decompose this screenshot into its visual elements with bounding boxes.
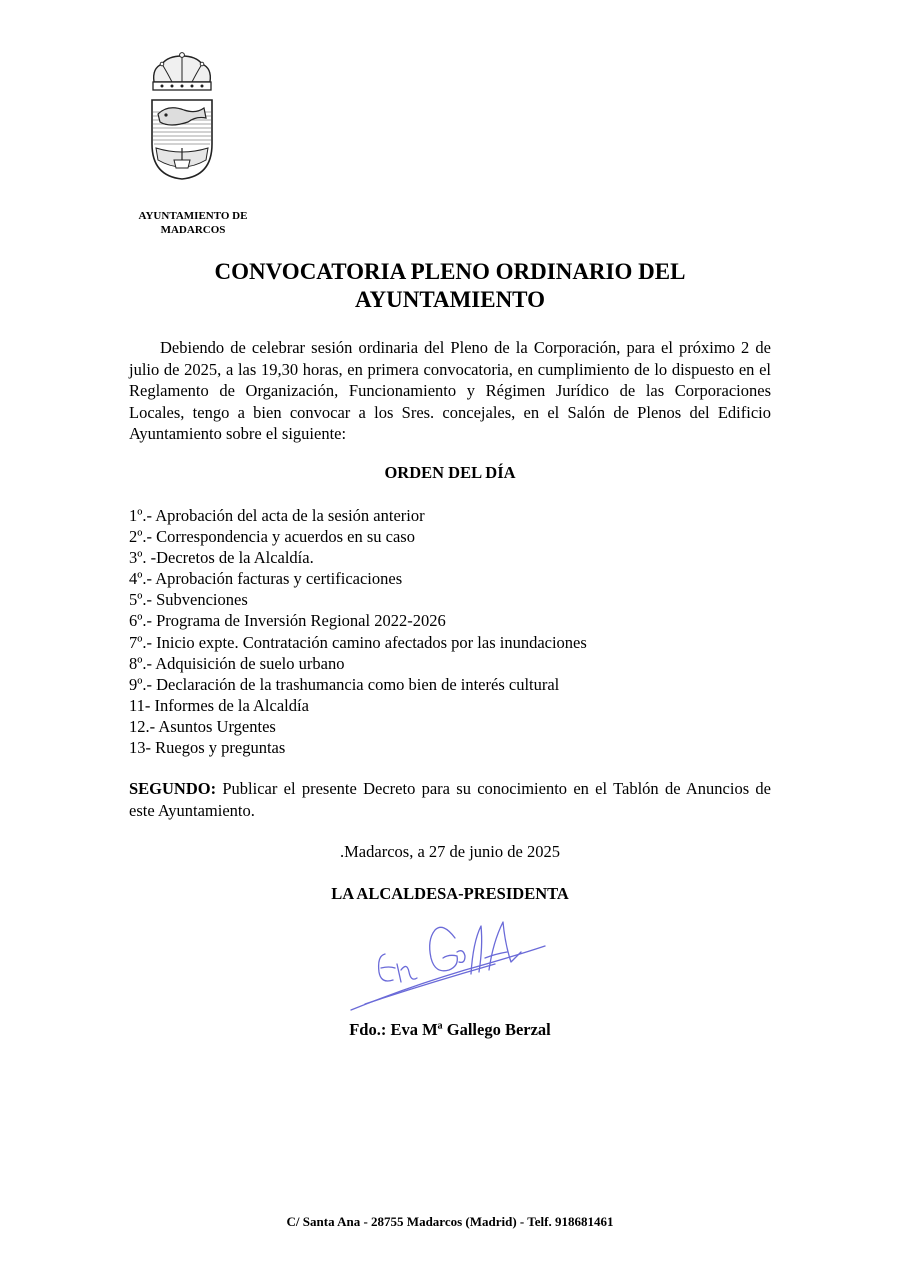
- footer-address: C/ Santa Ana - 28755 Madarcos (Madrid) - Telf. 918681461: [286, 1214, 614, 1229]
- organization-name-line-2: MADARCOS: [160, 224, 226, 236]
- agenda-item: 8º.- Adquisición de suelo urbano: [129, 653, 345, 673]
- agenda-title: ORDEN DEL DÍA: [384, 463, 516, 482]
- coat-of-arms-icon: [148, 52, 216, 182]
- organization-name-line-1: AYUNTAMIENTO DE: [138, 210, 248, 222]
- agenda-item: 7º.- Inicio expte. Contratación camino afectados por las inundaciones: [129, 632, 587, 652]
- second-resolution-paragraph: [129, 778, 771, 821]
- signer-name: Fdo.: Eva Mª Gallego Berzal: [349, 1020, 551, 1039]
- agenda-item: 5º.- Subvenciones: [129, 590, 248, 610]
- document-title-line-2: AYUNTAMIENTO: [355, 287, 545, 312]
- agenda-item: 13- Ruegos y preguntas: [129, 738, 286, 758]
- place-and-date: .Madarcos, a 27 de junio de 2025: [340, 842, 560, 861]
- agenda-item: 1º.- Aprobación del acta de la sesión anterior: [129, 506, 425, 525]
- agenda-item: 2º.- Correspondencia y acuerdos en su caso: [129, 527, 415, 547]
- second-resolution-text: Publicar el presente Decreto para su conocimiento en el Tablón de Anuncios de este Ayuntamiento.: [129, 779, 771, 820]
- agenda-item: 4º.- Aprobación facturas y certificaciones: [129, 569, 403, 589]
- document-title-line-1: CONVOCATORIA PLENO ORDINARIO DEL: [214, 259, 686, 284]
- handwritten-signature-icon: [345, 912, 550, 1022]
- agenda-item: 12.- Asuntos Urgentes: [129, 716, 276, 736]
- document-title: [130, 258, 770, 314]
- agenda-item: 9º.- Declaración de la trashumancia como bien de interés cultural: [129, 674, 560, 694]
- intro-paragraph: Debiendo de celebrar sesión ordinaria del Pleno de la Corporación, para el próximo 2 de julio de 2025, a las 19,30 horas, en primera convocatoria, en cumplimiento de lo dispuesto en el Reglamento de Organización, Funcionamiento y Régimen Jurídico de las Corporaciones Locales, tengo a bien convocar a los Sres. concejales, en el Salón de Plenos del Edificio Ayuntamiento sobre el siguiente:: [129, 338, 771, 443]
- second-resolution-label: SEGUNDO:: [129, 779, 217, 798]
- agenda-item: 6º.- Programa de Inversión Regional 2022-2026: [129, 611, 446, 631]
- agenda-item: 3º. -Decretos de la Alcaldía.: [129, 548, 314, 568]
- agenda-item: 11- Informes de la Alcaldía: [129, 695, 309, 715]
- signer-role: LA ALCALDESA-PRESIDENTA: [331, 884, 569, 903]
- agenda-list: [129, 505, 769, 758]
- organization-name: [126, 209, 260, 237]
